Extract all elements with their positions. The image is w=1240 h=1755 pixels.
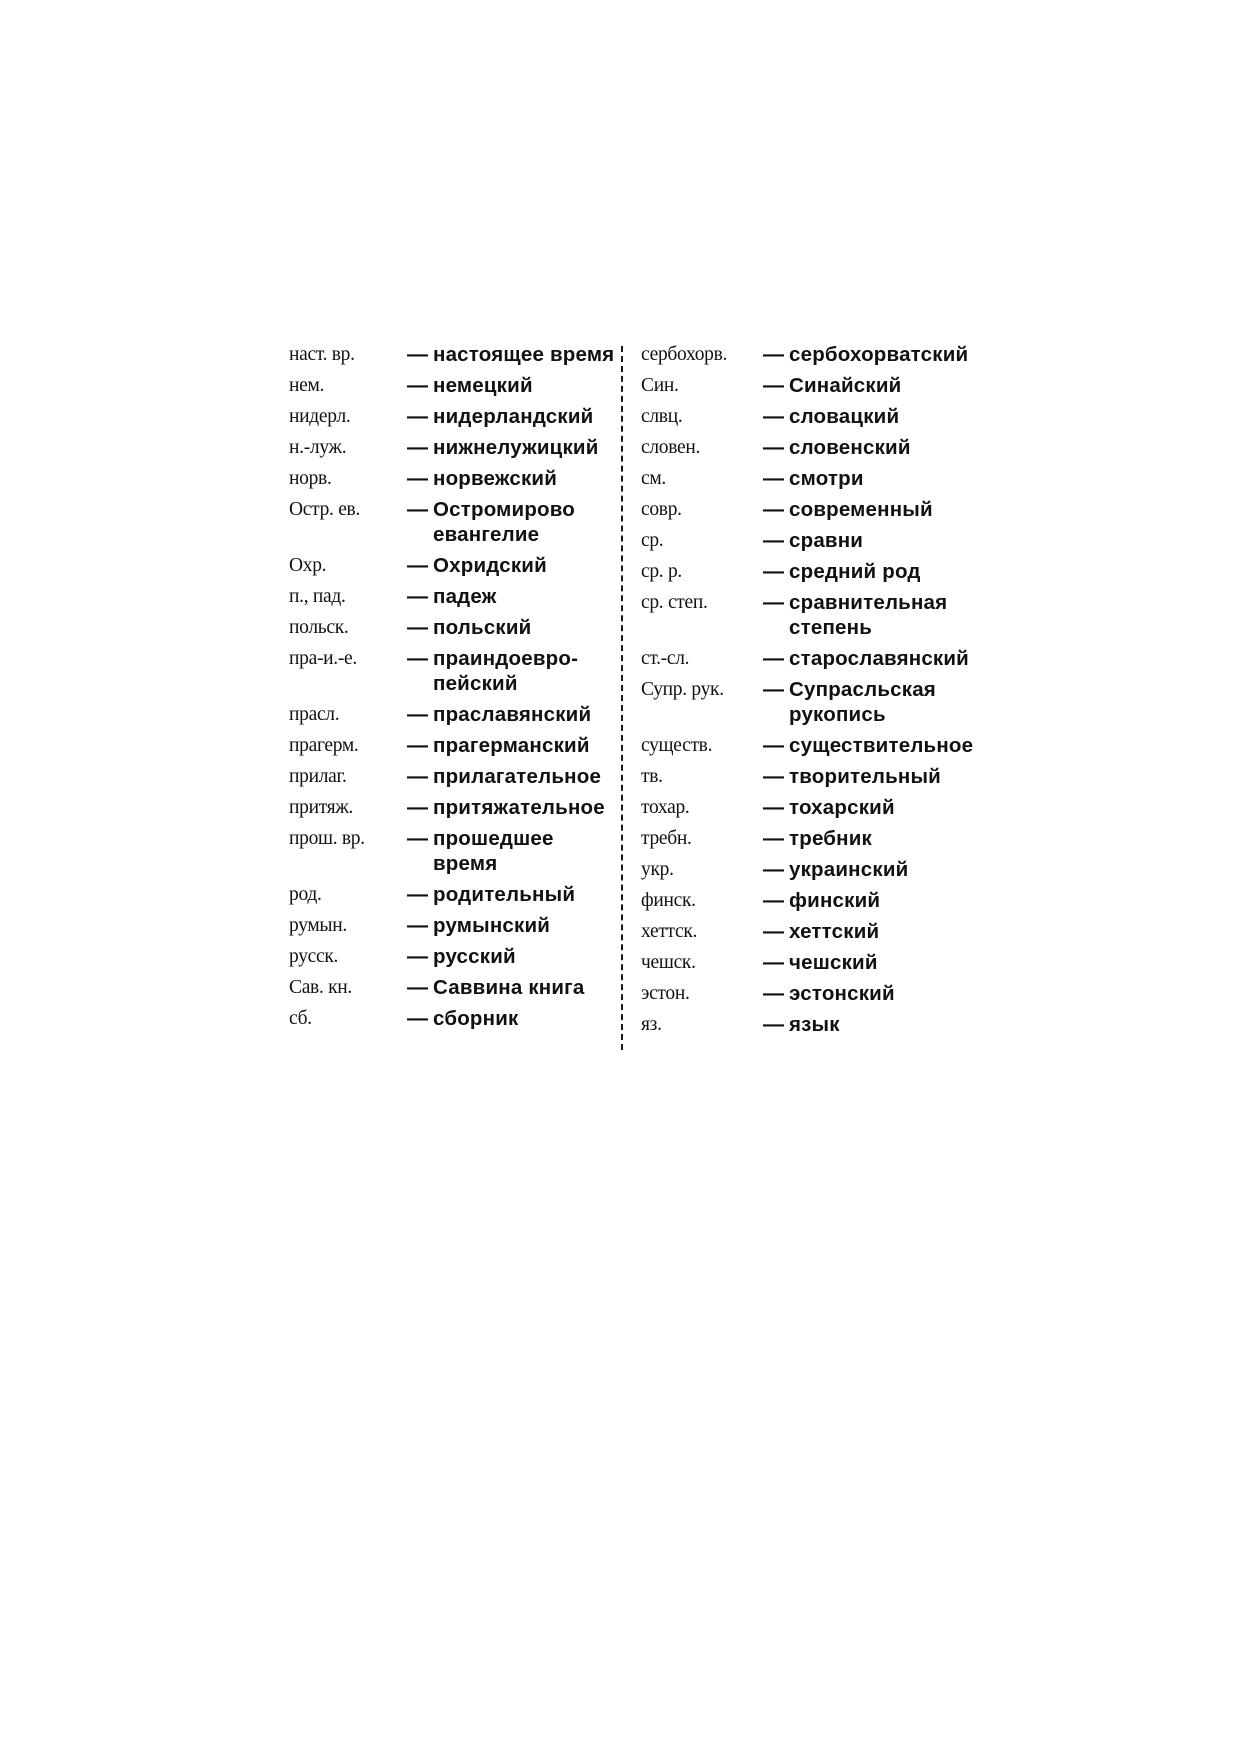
abbreviation-meaning xyxy=(789,342,971,367)
abbreviation-entry xyxy=(641,373,971,398)
abbreviation-meaning xyxy=(789,466,971,491)
meaning-line: праиндоевро- xyxy=(433,647,579,670)
abbreviation-term: прош. вр. xyxy=(289,828,365,849)
abbreviation-meaning xyxy=(789,981,971,1006)
abbreviation-entry xyxy=(641,764,971,789)
meaning-line: русский xyxy=(433,945,516,968)
meaning-line: современный xyxy=(789,498,933,521)
abbreviation-entry xyxy=(641,677,971,727)
abbreviation-term: прагерм. xyxy=(289,735,359,756)
abbreviation-term: Остр. ев. xyxy=(289,499,361,520)
abbreviation-term: румын. xyxy=(289,915,347,936)
entry-dash: — xyxy=(763,796,784,819)
abbreviation-term: н.-луж. xyxy=(289,437,347,458)
abbreviation-meaning xyxy=(789,764,971,789)
abbreviations-left-column xyxy=(289,342,621,1037)
entry-dash: — xyxy=(407,976,428,999)
meaning-line: прилагательное xyxy=(433,765,602,788)
abbreviation-entry xyxy=(289,882,621,907)
abbreviation-meaning xyxy=(433,466,621,491)
abbreviation-meaning xyxy=(789,677,971,727)
abbreviation-meaning xyxy=(433,435,621,460)
abbreviation-meaning xyxy=(433,1006,621,1031)
abbreviation-entry xyxy=(289,404,621,429)
entry-dash: — xyxy=(407,616,428,639)
abbreviation-term: наст. вр. xyxy=(289,344,355,365)
abbreviation-term: тв. xyxy=(641,766,663,787)
abbreviation-term: пра-и.-е. xyxy=(289,648,357,669)
entry-dash: — xyxy=(763,920,784,943)
abbreviation-entry xyxy=(289,702,621,727)
abbreviation-entry xyxy=(289,646,621,696)
abbreviation-entry xyxy=(289,764,621,789)
meaning-line: родительный xyxy=(433,883,576,906)
meaning-line: тохарский xyxy=(789,796,895,819)
abbreviation-entry xyxy=(641,559,971,584)
meaning-line: старославянский xyxy=(789,647,969,670)
abbreviation-entry xyxy=(641,590,971,640)
entry-dash: — xyxy=(407,343,428,366)
abbreviations-right-column xyxy=(641,342,974,1043)
entry-dash: — xyxy=(763,591,784,614)
abbreviation-term: сербохорв. xyxy=(641,344,728,365)
meaning-line: существительное xyxy=(789,734,974,757)
meaning-line: финский xyxy=(789,889,881,912)
entry-dash: — xyxy=(407,914,428,937)
abbreviation-entry xyxy=(641,646,971,671)
abbreviation-entry xyxy=(641,435,971,460)
abbreviation-term: слвц. xyxy=(641,406,683,427)
entry-dash: — xyxy=(763,529,784,552)
abbreviation-term: яз. xyxy=(641,1014,662,1035)
entry-dash: — xyxy=(407,1007,428,1030)
abbreviation-entry xyxy=(641,981,971,1006)
abbreviation-term: хеттск. xyxy=(641,921,698,942)
meaning-line: прошедшее xyxy=(433,827,554,850)
meaning-line: чешский xyxy=(789,951,878,974)
abbreviation-meaning xyxy=(433,497,621,547)
meaning-line: падеж xyxy=(433,585,497,608)
abbreviation-meaning xyxy=(789,590,971,640)
abbreviation-entry xyxy=(641,404,971,429)
abbreviation-entry xyxy=(289,584,621,609)
meaning-line: нидерландский xyxy=(433,405,594,428)
abbreviation-meaning xyxy=(433,913,621,938)
abbreviation-term: Сав. кн. xyxy=(289,977,353,998)
abbreviation-term: польск. xyxy=(289,617,349,638)
entry-dash: — xyxy=(407,498,428,521)
abbreviation-meaning xyxy=(789,826,971,851)
meaning-line: сравни xyxy=(789,529,864,552)
meaning-line: средний род xyxy=(789,560,921,583)
entry-dash: — xyxy=(763,1013,784,1036)
abbreviation-meaning xyxy=(789,559,971,584)
abbreviation-entry xyxy=(289,795,621,820)
abbreviation-entry xyxy=(641,528,971,553)
abbreviation-entry xyxy=(289,615,621,640)
abbreviation-term: п., пад. xyxy=(289,586,346,607)
entry-dash: — xyxy=(763,343,784,366)
meaning-line: настоящее время xyxy=(433,343,615,366)
abbreviation-term: эстон. xyxy=(641,983,690,1004)
abbreviation-entry xyxy=(289,913,621,938)
abbreviation-meaning xyxy=(789,888,971,913)
abbreviation-term: нем. xyxy=(289,375,325,396)
meaning-line: польский xyxy=(433,616,532,639)
abbreviation-term: Син. xyxy=(641,375,679,396)
entry-dash: — xyxy=(763,405,784,428)
meaning-line: пейский xyxy=(433,672,518,695)
meaning-line: украинский xyxy=(789,858,909,881)
entry-dash: — xyxy=(763,951,784,974)
meaning-line: норвежский xyxy=(433,467,558,490)
abbreviation-entry xyxy=(289,497,621,547)
entry-dash: — xyxy=(407,554,428,577)
abbreviation-entry xyxy=(289,342,621,367)
abbreviation-meaning xyxy=(433,615,621,640)
abbreviation-meaning xyxy=(433,826,621,876)
abbreviation-entry xyxy=(641,826,971,851)
meaning-line: словенский xyxy=(789,436,911,459)
meaning-line: прагерманский xyxy=(433,734,590,757)
abbreviation-meaning xyxy=(433,342,621,367)
abbreviation-term: русск. xyxy=(289,946,339,967)
abbreviation-term: род. xyxy=(289,884,322,905)
abbreviation-entry xyxy=(289,733,621,758)
abbreviation-entry xyxy=(641,733,974,758)
abbreviation-term: ср. xyxy=(641,530,664,551)
entry-dash: — xyxy=(763,827,784,850)
abbreviation-term: укр. xyxy=(641,859,674,880)
abbreviation-term: Охр. xyxy=(289,555,327,576)
abbreviation-term: притяж. xyxy=(289,797,354,818)
abbreviation-term: прасл. xyxy=(289,704,340,725)
abbreviation-term: норв. xyxy=(289,468,332,489)
entry-dash: — xyxy=(763,982,784,1005)
meaning-line: время xyxy=(433,852,498,875)
abbreviation-entry xyxy=(641,888,971,913)
abbreviation-entry xyxy=(641,795,971,820)
entry-dash: — xyxy=(763,560,784,583)
abbreviation-meaning xyxy=(433,733,621,758)
abbreviation-meaning xyxy=(789,435,971,460)
abbreviation-term: ср. степ. xyxy=(641,592,708,613)
abbreviation-entry xyxy=(641,342,971,367)
meaning-line: Супрасльская xyxy=(789,678,936,701)
entry-dash: — xyxy=(407,734,428,757)
entry-dash: — xyxy=(763,734,784,757)
abbreviation-meaning xyxy=(433,373,621,398)
entry-dash: — xyxy=(407,585,428,608)
meaning-line: рукопись xyxy=(789,703,886,726)
abbreviation-entry xyxy=(641,1012,971,1037)
meaning-line: притяжательное xyxy=(433,796,605,819)
entry-dash: — xyxy=(407,945,428,968)
abbreviation-entry xyxy=(641,919,971,944)
abbreviation-meaning xyxy=(789,497,971,522)
abbreviation-term: финск. xyxy=(641,890,696,911)
abbreviation-entry xyxy=(289,826,621,876)
meaning-line: немецкий xyxy=(433,374,533,397)
abbreviation-meaning xyxy=(433,553,621,578)
entry-dash: — xyxy=(407,647,428,670)
abbreviation-entry xyxy=(289,373,621,398)
abbreviation-term: требн. xyxy=(641,828,692,849)
abbreviation-meaning xyxy=(789,404,971,429)
entry-dash: — xyxy=(763,678,784,701)
entry-dash: — xyxy=(407,703,428,726)
abbreviation-entry xyxy=(641,497,971,522)
entry-dash: — xyxy=(763,498,784,521)
abbreviation-entry xyxy=(289,1006,621,1031)
meaning-line: язык xyxy=(789,1013,840,1036)
abbreviation-term: существ. xyxy=(641,735,713,756)
abbreviation-term: нидерл. xyxy=(289,406,351,427)
entry-dash: — xyxy=(407,765,428,788)
meaning-line: сборник xyxy=(433,1007,519,1030)
meaning-line: сравнительная xyxy=(789,591,948,614)
abbreviation-entry xyxy=(289,435,621,460)
abbreviation-meaning xyxy=(789,733,973,758)
abbreviation-entry xyxy=(641,950,971,975)
abbreviation-entry xyxy=(289,553,621,578)
entry-dash: — xyxy=(763,374,784,397)
meaning-line: сербохорватский xyxy=(789,343,969,366)
abbreviation-term: прилаг. xyxy=(289,766,347,787)
abbreviation-term: Супр. рук. xyxy=(641,679,724,700)
abbreviation-meaning xyxy=(789,795,971,820)
abbreviation-term: тохар. xyxy=(641,797,690,818)
abbreviation-term: совр. xyxy=(641,499,682,520)
entry-dash: — xyxy=(763,858,784,881)
entry-dash: — xyxy=(763,647,784,670)
meaning-line: творительный xyxy=(789,765,941,788)
abbreviation-entry xyxy=(289,944,621,969)
abbreviation-term: чешск. xyxy=(641,952,696,973)
meaning-line: Охридский xyxy=(433,554,547,577)
entry-dash: — xyxy=(407,827,428,850)
abbreviation-term: см. xyxy=(641,468,666,489)
meaning-line: смотри xyxy=(789,467,864,490)
column-divider xyxy=(621,346,623,1050)
abbreviation-meaning xyxy=(433,646,621,696)
abbreviation-meaning xyxy=(789,919,971,944)
meaning-line: Синайский xyxy=(789,374,902,397)
entry-dash: — xyxy=(763,765,784,788)
abbreviation-meaning xyxy=(789,373,971,398)
abbreviation-entry xyxy=(641,857,971,882)
meaning-line: праславянский xyxy=(433,703,592,726)
abbreviation-term: ст.-сл. xyxy=(641,648,690,669)
abbreviation-meaning xyxy=(789,857,971,882)
meaning-line: Саввина книга xyxy=(433,976,585,999)
meaning-line: евангелие xyxy=(433,523,540,546)
meaning-line: хеттский xyxy=(789,920,880,943)
abbreviation-meaning xyxy=(433,584,621,609)
meaning-line: требник xyxy=(789,827,872,850)
abbreviation-meaning xyxy=(789,528,971,553)
abbreviation-meaning xyxy=(433,975,621,1000)
abbreviation-meaning xyxy=(789,1012,971,1037)
abbreviation-meaning xyxy=(789,950,971,975)
meaning-line: степень xyxy=(789,616,873,639)
meaning-line: словацкий xyxy=(789,405,900,428)
entry-dash: — xyxy=(407,436,428,459)
abbreviation-meaning xyxy=(433,404,621,429)
abbreviation-term: ср. р. xyxy=(641,561,682,582)
entry-dash: — xyxy=(407,796,428,819)
abbreviation-meaning xyxy=(433,795,621,820)
abbreviation-term: словен. xyxy=(641,437,701,458)
abbreviation-meaning xyxy=(433,764,621,789)
abbreviation-entry xyxy=(289,975,621,1000)
entry-dash: — xyxy=(763,436,784,459)
abbreviation-meaning xyxy=(433,882,621,907)
abbreviation-entry xyxy=(289,466,621,491)
entry-dash: — xyxy=(763,889,784,912)
meaning-line: Остромирово xyxy=(433,498,576,521)
abbreviation-meaning xyxy=(433,702,621,727)
entry-dash: — xyxy=(407,405,428,428)
entry-dash: — xyxy=(407,374,428,397)
abbreviation-term: сб. xyxy=(289,1008,312,1029)
meaning-line: нижнелужицкий xyxy=(433,436,599,459)
entry-dash: — xyxy=(407,883,428,906)
entry-dash: — xyxy=(763,467,784,490)
abbreviation-entry xyxy=(641,466,971,491)
meaning-line: эстонский xyxy=(789,982,895,1005)
abbreviation-meaning xyxy=(433,944,621,969)
meaning-line: румынский xyxy=(433,914,551,937)
entry-dash: — xyxy=(407,467,428,490)
abbreviation-meaning xyxy=(789,646,971,671)
